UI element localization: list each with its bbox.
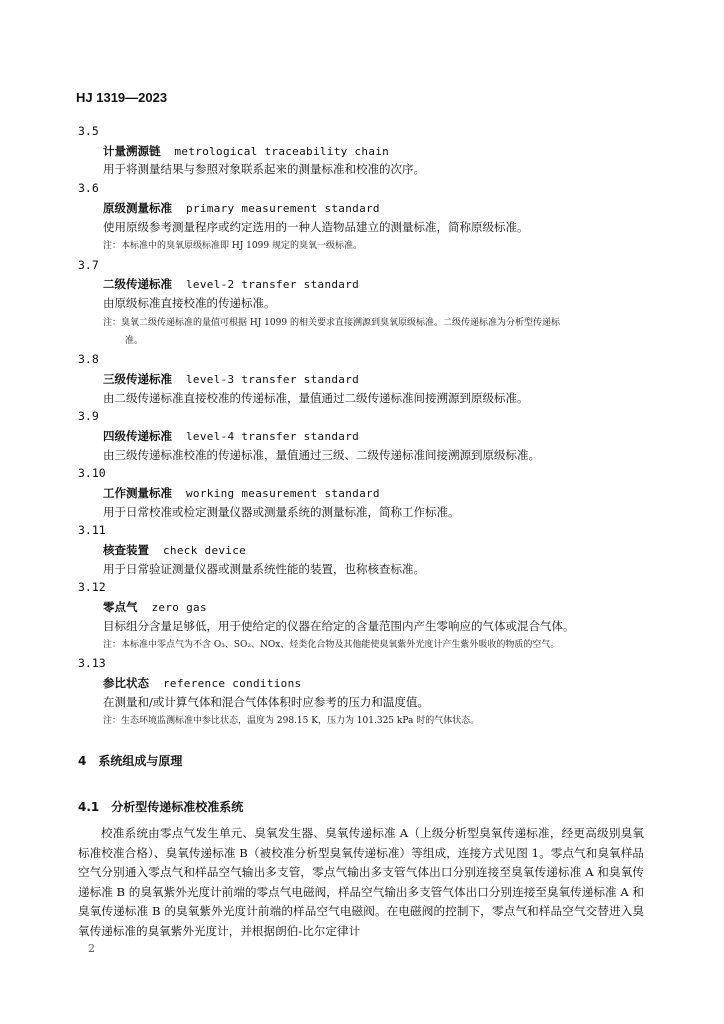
- subsection-heading: [78, 798, 243, 815]
- term-chinese: 二级传递标准: [103, 277, 172, 291]
- term-number: 3.8: [78, 352, 99, 366]
- term-chinese: 工作测量标准: [103, 486, 172, 500]
- section-heading: [78, 752, 182, 769]
- term-heading: [103, 200, 380, 216]
- term-heading: [103, 599, 207, 615]
- term-chinese: 参比状态: [103, 676, 149, 690]
- term-chinese: 零点气: [103, 600, 138, 614]
- subsection-title-text: 分析型传递标准校准系统: [111, 800, 244, 814]
- term-note: 注：臭氧二级传递标准的量值可根据 HJ 1099 的相关要求直接溯源到臭氧原级标准。二级传递标准为分析型传递标: [103, 318, 560, 328]
- standard-code-header: HJ 1319—2023: [76, 90, 168, 105]
- term-heading: [103, 542, 246, 558]
- term-heading: [103, 428, 359, 444]
- term-definition: 目标组分含量足够低，用于使给定的仪器在给定的含量范围内产生零响应的气体或混合气体。: [103, 619, 575, 633]
- term-heading: [103, 485, 380, 501]
- term-chinese: 三级传递标准: [103, 372, 172, 386]
- term-chinese: 计量溯源链: [103, 144, 161, 158]
- term-number: 3.10: [78, 466, 106, 480]
- term-chinese: 四级传递标准: [103, 429, 172, 443]
- term-number: 3.6: [78, 181, 99, 195]
- term-english: working measurement standard: [186, 487, 380, 500]
- term-definition: 由二级传递标准直接校准的传递标准，量值通过二级传递标准间接溯源到原级标准。: [103, 391, 529, 405]
- term-english: reference conditions: [163, 677, 302, 690]
- page-number: 2: [88, 942, 95, 955]
- term-definition: 由原级标准直接校准的传递标准。: [103, 296, 276, 310]
- term-heading: [103, 371, 359, 387]
- term-note: 注：本标准中的臭氧原级标准即 HJ 1099 规定的臭氧一级标准。: [103, 241, 362, 251]
- term-english: metrological traceability chain: [174, 145, 390, 158]
- section-number: 4: [78, 754, 87, 768]
- term-heading: [103, 675, 301, 691]
- term-english: check device: [163, 544, 247, 557]
- term-definition: 在测量和/或计算气体和混合气体体积时应参考的压力和温度值。: [103, 695, 429, 709]
- term-number: 3.13: [78, 656, 106, 670]
- term-chinese: 原级测量标准: [103, 201, 172, 215]
- term-note: 注：生态环境监测标准中参比状态，温度为 298.15 K，压力为 101.325 kPa 时的气体状态。: [103, 716, 480, 726]
- term-heading: [103, 143, 389, 159]
- term-chinese: 核查装置: [103, 543, 149, 557]
- term-number: 3.11: [78, 523, 106, 537]
- section-title-text: 系统组成与原理: [98, 754, 183, 768]
- term-english: level-2 transfer standard: [186, 278, 360, 291]
- term-number: 3.12: [78, 580, 106, 594]
- term-note-continuation: 准。: [125, 336, 144, 346]
- term-number: 3.7: [78, 258, 99, 272]
- term-english: level-3 transfer standard: [186, 373, 360, 386]
- term-number: 3.5: [78, 124, 99, 138]
- term-number: 3.9: [78, 409, 99, 423]
- term-english: zero gas: [151, 601, 207, 614]
- term-note: 注：本标准中零点气为不含 O₃、SO₂、NOx、烃类化合物及其他能使臭氧紫外光度计产生紫外吸收的物质的空气。: [103, 640, 560, 650]
- term-definition: 使用原级参考测量程序或约定选用的一种人造物品建立的测量标准，简称原级标准。: [103, 220, 529, 234]
- term-heading: [103, 276, 359, 292]
- body-paragraph: 校准系统由零点气发生单元、臭氧发生器、臭氧传递标准 A（上级分析型臭氧传递标准，经更高级别臭氧标准校准合格）、臭氧传递标准 B（被校准分析型臭氧传递标准）等组成，连接方式见图 1。零点气和臭氧样品空气分别通入零点气和样品空气输出多支管，零点气输出多支管气体出口分别连接至臭氧传递标准 A 和臭氧传递标准 B 的臭氧紫外光度计前端的零点气电磁阀，样品空气输出多支管气体出口分别连接至臭氧传递标准 A 和臭氧传递标准 B 的臭氧紫外光度计前端的样品空气电磁阀。在电磁阀的控制下，零点气和样品空气交替进入臭氧传递标准的臭氧紫外光度计，并根据朗伯-比尔定律计: [78, 826, 644, 938]
- term-definition: 用于将测量结果与参照对象联系起来的测量标准和校准的次序。: [103, 162, 425, 176]
- term-definition: 用于日常验证测量仪器或测量系统性能的装置，也称核查标准。: [103, 562, 425, 576]
- term-definition: 由三级传递标准校准的传递标准，量值通过三级、二级传递标准间接溯源到原级标准。: [103, 448, 540, 462]
- term-english: level-4 transfer standard: [186, 430, 360, 443]
- term-english: primary measurement standard: [186, 202, 380, 215]
- term-definition: 用于日常校准或检定测量仪器或测量系统的测量标准，简称工作标准。: [103, 505, 460, 519]
- subsection-number: 4.1: [78, 800, 100, 814]
